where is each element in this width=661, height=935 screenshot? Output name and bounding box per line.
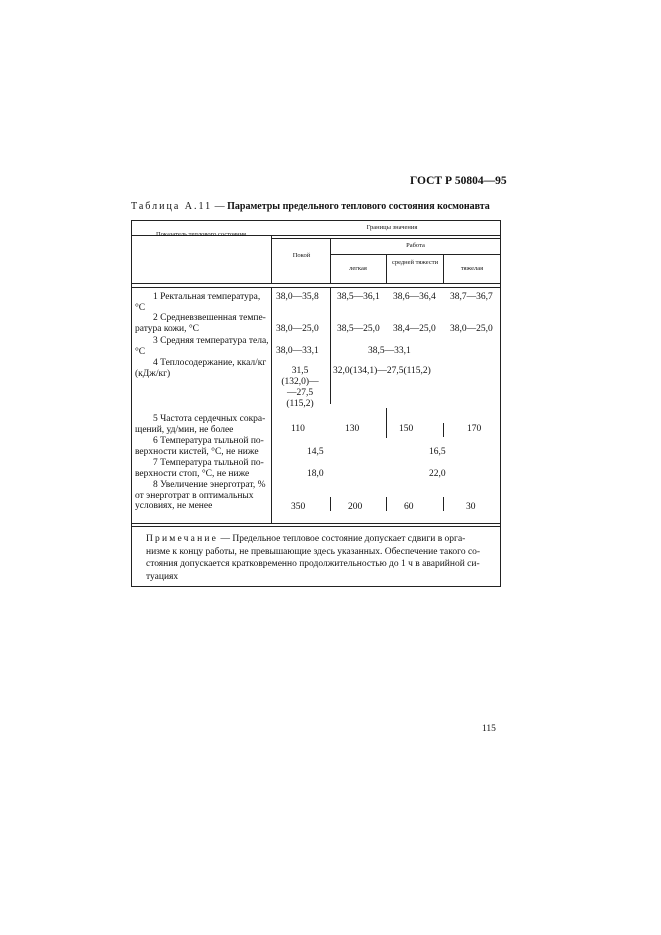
- value-work: 16,5: [429, 447, 446, 457]
- table-rule: [443, 497, 444, 511]
- table-rule: [443, 254, 444, 283]
- row-label: 1 Ректальная температура, °С: [135, 292, 261, 313]
- row-label: 4 Теплосодержание, ккал/кг (кДж/кг): [135, 358, 267, 379]
- table-caption-title: Параметры предельного теплового состояния космонавта: [227, 201, 490, 212]
- value-work: 32,0(134,1)—27,5(115,2): [333, 366, 431, 376]
- value-rest: 38,0—25,0: [276, 324, 319, 334]
- document-code: ГОСТ Р 50804—95: [410, 175, 507, 187]
- row-label: 2 Средневзвешенная темпе- ратура кожи, °С: [135, 313, 266, 334]
- table-rule: [271, 287, 272, 523]
- value-medium: 38,4—25,0: [393, 324, 436, 334]
- table-rule: [132, 526, 500, 527]
- header-medium: средней тяжести: [391, 259, 439, 266]
- table-rule: [386, 497, 387, 511]
- value-rest: 350: [291, 502, 306, 512]
- table-rule: [330, 287, 331, 404]
- value-heavy: 38,0—25,0: [450, 324, 493, 334]
- value-rest: 38,0—33,1: [276, 346, 319, 356]
- header-indicator: Показатель теплового состояния: [155, 231, 247, 238]
- page-number: 115: [482, 724, 496, 734]
- header-light: легкая: [349, 265, 367, 272]
- header-limits: Границы значения: [366, 224, 418, 231]
- value-light: 200: [348, 502, 363, 512]
- value-medium: 150: [399, 424, 414, 434]
- table-rule: [132, 287, 500, 288]
- table-rule: [386, 254, 387, 283]
- note-label: Примечание: [146, 534, 219, 544]
- table-rule: [330, 238, 331, 283]
- value-light: 38,5—36,1: [337, 292, 380, 302]
- table-caption-dash: —: [214, 201, 225, 212]
- table-rule: [330, 254, 500, 255]
- table-rule: [132, 283, 500, 284]
- row-label: 7 Температура тыльной по- верхности стоп, °С, не ниже: [135, 458, 264, 479]
- table-rule: [443, 423, 444, 437]
- value-heavy: 30: [466, 502, 476, 512]
- value-rest: 14,5: [307, 447, 324, 457]
- value-medium: 60: [404, 502, 414, 512]
- table-rule: [132, 523, 500, 524]
- table-rule: [271, 235, 272, 283]
- table-note: Примечание — Предельное тепловое состояние допускает сдвиги в орга- низме к концу работы, не превышающие здесь указанных. Обеспечение такого со- стояния допускается кратковременно продолжительностью до 1 ч в аварийной си- туациях: [146, 534, 481, 582]
- table-rule: [330, 497, 331, 511]
- value-work: 22,0: [429, 469, 446, 479]
- row-label: 8 Увеличение энерготрат, % от энерготрат в оптимальных условиях, не менее: [135, 480, 266, 511]
- table-rule: [271, 238, 500, 239]
- value-light: 38,5—25,0: [337, 324, 380, 334]
- parameters-table: [131, 220, 501, 587]
- value-work: 38,5—33,1: [368, 346, 411, 356]
- header-heavy: тяжелая: [460, 265, 484, 272]
- value-medium: 38,6—36,4: [393, 292, 436, 302]
- value-heavy: 38,7—36,7: [450, 292, 493, 302]
- row-label: 6 Температура тыльной по- верхности кистей, °С, не ниже: [135, 436, 264, 457]
- row-label: 3 Средняя температура тела, °С: [135, 336, 269, 357]
- value-rest: 110: [291, 424, 305, 434]
- table-caption: [131, 201, 490, 212]
- header-work: Работа: [406, 242, 425, 249]
- value-rest: 31,5 (132,0)— —27,5 (115,2): [281, 366, 319, 409]
- value-light: 130: [345, 424, 360, 434]
- value-rest: 18,0: [307, 469, 324, 479]
- table-caption-label: Таблица А.11: [131, 201, 213, 212]
- header-rest: Покой: [292, 252, 311, 259]
- row-label: 5 Частота сердечных сокра- щений, уд/мин, не более: [135, 414, 266, 435]
- table-rule: [386, 408, 387, 438]
- value-heavy: 170: [467, 424, 482, 434]
- value-rest: 38,0—35,8: [276, 292, 319, 302]
